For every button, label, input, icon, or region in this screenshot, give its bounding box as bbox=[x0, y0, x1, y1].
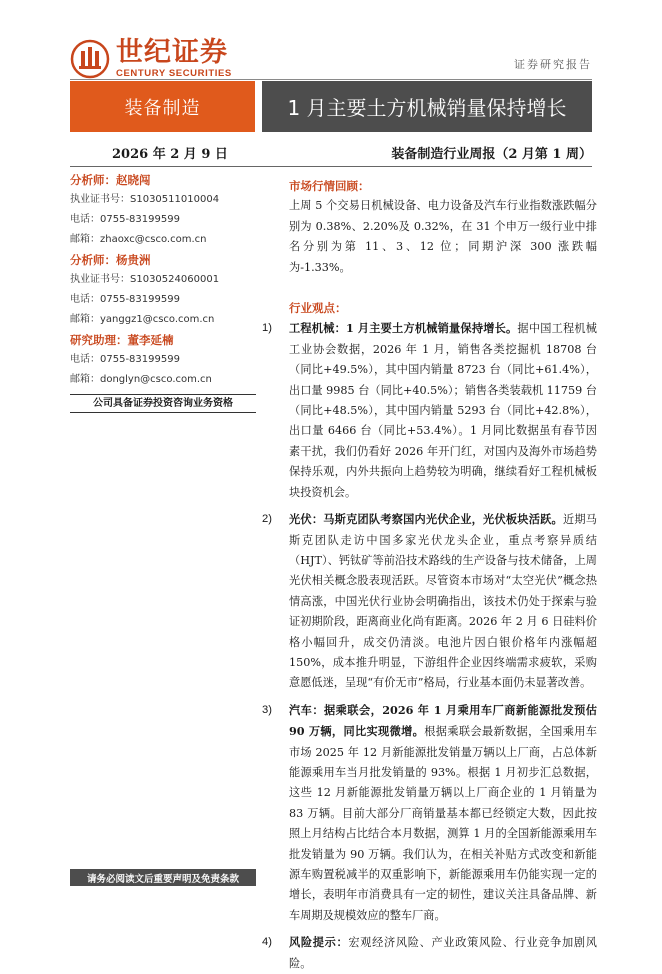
report-type-label: 证券研究报告 bbox=[514, 58, 592, 71]
disclaimer-notice: 请务必阅读文后重要声明及免责条款 bbox=[70, 869, 256, 886]
view-item bbox=[262, 509, 597, 694]
analyst-name: 分析师：赵晓闯 bbox=[70, 173, 151, 187]
analyst-phone: 电话：0755-83199599 bbox=[70, 214, 180, 225]
brand-name-cn: 世纪证券 bbox=[116, 37, 228, 68]
brand-name-en: CENTURY SECURITIES bbox=[116, 68, 232, 79]
item-lead: 汽车：据乘联会，2026 年 1 月乘用车厂商新能源批发预估 90 万辆，同比实现微增。 bbox=[289, 702, 597, 739]
item-body: 据中国工程机械工业协会数据，2026 年 1 月，销售各类挖掘机 18708 台（同比+49.5%），其中国内销量 8723 台（同比+61.4%），出口量 9985 台（同比+40.5%）；销售各类装载机 11759 台（同比+48.5%），其中国内销量 5293 台（同比+42.8%），出口量 6466 台（同比+53.4%）。1 月同比数据虽有春节因素干扰，我们仍看好 2026 年开门红，对国内及海外市场趋势保持乐观，内外共振向上趋势较为明确，继续看好工程机械板块投资机会。 bbox=[289, 322, 597, 499]
item-number: 2) bbox=[262, 513, 272, 526]
analyst-sidebar bbox=[70, 170, 256, 413]
view-item bbox=[262, 700, 597, 926]
item-body: 近期马斯克团队走访中国多家光伏龙头企业，重点考察异质结（HJT）、钙钛矿等前沿技术路线的生产设备与技术储备，上周光伏相关概念股表现活跃。尽管资本市场对“太空光伏”概念热情高涨，中国光伏行业协会明确指出，该技术仍处于探索与验证初期阶段，距离商业化尚有距离。2026 年 2 月 6 日硅料价格小幅回升，成交仍清淡。电池片因白银价格年内涨幅超 150%，成本推升明显，下游组件企业因终端需求疲软，采购意愿低迷，呈现“有价无市”格局，行业基本面仍未显著改善。 bbox=[289, 513, 597, 690]
report-date: 2026 年 2 月 9 日 bbox=[112, 147, 228, 162]
analyst-block bbox=[70, 170, 256, 250]
company-logo bbox=[70, 38, 232, 80]
analyst-phone: 电话：0755-83199599 bbox=[70, 294, 180, 305]
main-content bbox=[262, 176, 597, 974]
report-subtitle: 装备制造行业周报（2 月第 1 周） bbox=[391, 147, 592, 162]
analyst-email: 邮箱：yanggz1@csco.com.cn bbox=[70, 314, 215, 325]
item-body: 宏观经济风险、产业政策风险、行业竞争加剧风险。 bbox=[289, 936, 597, 970]
analyst-cert: 执业证书号：S1030511010004 bbox=[70, 194, 220, 205]
analyst-email: 邮箱：zhaoxc@csco.com.cn bbox=[70, 234, 207, 245]
header-divider bbox=[70, 79, 592, 80]
analyst-name: 研究助理：董李延楠 bbox=[70, 333, 174, 347]
item-body: 根据乘联会最新数据，全国乘用车市场 2025 年 12 月新能源批发销量万辆以上厂商，占总体新能源乘用车当月批发销量的 93%。根据 1 月初步汇总数据，这些 12 月新能源批发销量万辆以上厂商企业的 1 月销量为 83 万辆。目前大部分厂商销量基本都已经锁定大数，因此按照上月结构占比结合本月数据，测算 1 月的全国新能源乘用车批发销量为 90 万辆。我们认为，在相关补贴方式改变和新能源车购置税减半的双重影响下，新能源乘用车仍能实现一定的增长，表明年市消费具有一定的韧性，建议关注具备品牌、新车周期及规模效应的整车厂商。 bbox=[289, 725, 597, 922]
analyst-name: 分析师：杨贵洲 bbox=[70, 253, 151, 267]
report-title: 1 月主要土方机械销量保持增长 bbox=[262, 81, 592, 132]
view-item bbox=[262, 318, 597, 503]
item-number: 3) bbox=[262, 703, 272, 716]
industry-views-heading: 行业观点： bbox=[289, 301, 347, 316]
subheader-divider bbox=[70, 166, 592, 167]
qualification-statement: 公司具备证券投资咨询业务资格 bbox=[70, 394, 256, 413]
view-item bbox=[262, 932, 597, 974]
analyst-block bbox=[70, 250, 256, 330]
item-lead: 工程机械：1 月主要土方机械销量保持增长。 bbox=[289, 321, 518, 336]
item-lead: 风险提示： bbox=[289, 935, 349, 950]
logo-icon bbox=[70, 39, 110, 79]
analyst-block bbox=[70, 330, 256, 390]
item-lead: 光伏：马斯克团队考察国内光伏企业，光伏板块活跃。 bbox=[289, 512, 563, 527]
analyst-cert: 执业证书号：S1030524060001 bbox=[70, 274, 220, 285]
sector-banner: 装备制造 bbox=[70, 81, 255, 132]
analyst-phone: 电话：0755-83199599 bbox=[70, 354, 180, 365]
analyst-email: 邮箱：donglyn@csco.com.cn bbox=[70, 374, 212, 385]
market-review-text: 上周 5 个交易日机械设备、电力设备及汽车行业指数涨跌幅分别为 0.38%、2.20%及 0.32%，在 31 个申万一级行业中排名分别为第 11、3、12 位；同期沪深 300 涨跌幅为-1.33%。 bbox=[289, 199, 597, 274]
item-number: 4) bbox=[262, 936, 272, 949]
item-number: 1) bbox=[262, 322, 272, 335]
market-review-heading: 市场行情回顾： bbox=[289, 179, 370, 193]
